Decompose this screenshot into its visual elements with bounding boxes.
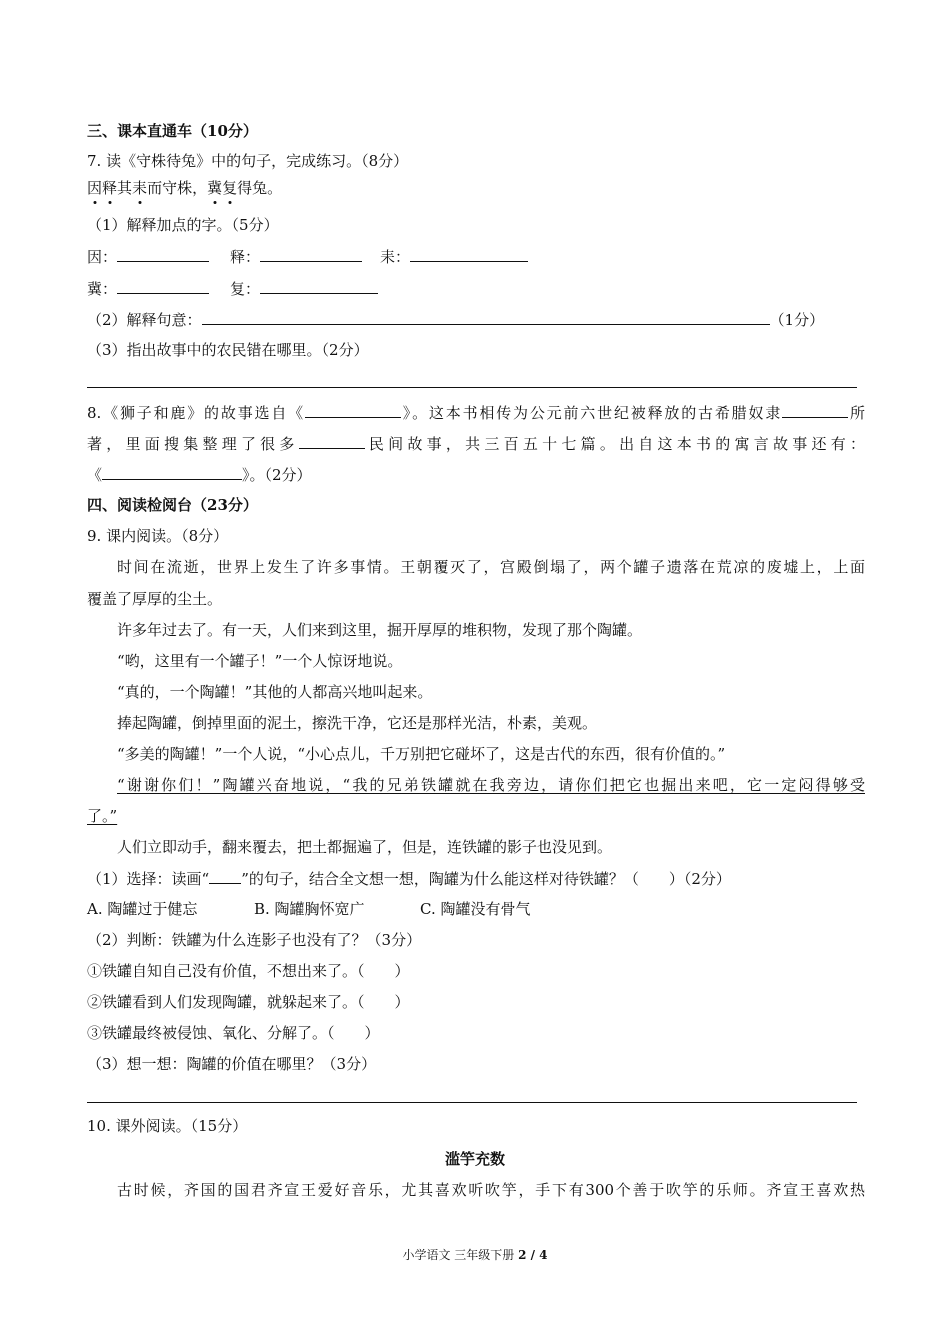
q9-para1-line1: 时间在流逝，世界上发生了许多事情。王朝覆灭了，宫殿倒塌了，两个罐子遗落在荒凉的废墟上，上面 [117,558,865,576]
q9-option-b[interactable]: B. 陶罐胸怀宽广 [254,900,365,918]
page-number: 2 / 4 [518,1248,548,1262]
q7-stem: 7. 读《守株待兔》中的句子，完成练习。（8分） [87,152,409,170]
section3-title: 三、课本直通车（10分） [87,122,258,140]
q7-row-fu: 复： [230,278,378,299]
q10-stem: 10. 课外阅读。（15分） [87,1117,248,1135]
q7-row-ji: 冀： [87,278,209,299]
section4-title: 四、阅读检阅台（23分） [87,496,258,514]
answer-line-q7-3[interactable] [87,387,857,388]
answer-blank-shi[interactable] [260,246,362,262]
q9-judge-2[interactable]: ②铁罐看到人们发现陶罐，就躲起来了。（ ） [87,993,410,1011]
q9-para5: 捧起陶罐，倒掉里面的泥土，擦洗干净，它还是那样光洁，朴素，美观。 [117,714,598,732]
dotted-char-lei: 耒 [132,179,147,197]
q9-option-a[interactable]: A. 陶罐过于健忘 [87,900,198,918]
q7-row-yin: 因： [87,246,209,267]
dotted-char-fu: 复 [222,179,237,197]
q9-part1: （1）选择：读画“ ”的句子，结合全文想一想，陶罐为什么能这样对待铁罐？（ ）（2分） [87,870,731,888]
q7-sentence: 因 释 其耒 而守株，冀 复 得兔。 [87,178,282,198]
page-footer: 小学语文 三年级下册 2 / 4 [402,1248,548,1262]
q9-part3: （3）想一想：陶罐的价值在哪里？（3分） [87,1055,377,1073]
q7-part1: （1）解释加点的字。（5分） [87,216,279,234]
q9-para1-line2: 覆盖了厚厚的尘土。 [87,590,223,608]
q9-judge-3[interactable]: ③铁罐最终被侵蚀、氧化、分解了。（ ） [87,1024,380,1042]
dotted-char-shi: 释 [102,179,117,197]
dotted-char-yin: 因 [87,179,102,197]
q7-part2: （2）解释句意： （1分） [87,311,825,329]
q9-judge-1[interactable]: ①铁罐自知自己没有价值，不想出来了。（ ） [87,962,410,980]
q9-para4: “真的，一个陶罐！”其他的人都高兴地叫起来。 [117,683,433,701]
answer-blank-count[interactable] [299,433,365,449]
q9-para3: “哟，这里有一个罐子！”一个人惊讶地说。 [117,652,403,670]
answer-blank-author[interactable] [782,402,848,418]
answer-line-q9-3[interactable] [87,1102,857,1103]
q7-part3: （3）指出故事中的农民错在哪里。（2分） [87,341,369,359]
answer-blank-book[interactable] [305,402,401,418]
q10-passage-title: 滥竽充数 [444,1150,505,1168]
answer-blank-yin[interactable] [117,246,209,262]
dotted-char-ji: 冀 [207,179,222,197]
q9-para7-underlined-line1: “谢谢你们！”陶罐兴奋地说，“我的兄弟铁罐就在我旁边，请你们把它也掘出来吧，它一定闷得够受 [117,776,865,794]
answer-blank-fu[interactable] [260,278,378,294]
q9-para2: 许多年过去了。有一天，人们来到这里，掘开厚厚的堆积物，发现了那个陶罐。 [117,621,643,639]
q7-row-shi: 释： [230,246,362,267]
q8-line3: 《 》。（2分） [87,466,312,484]
q9-stem: 9. 课内阅读。（8分） [87,527,229,545]
q9-option-c[interactable]: C. 陶罐没有骨气 [420,900,531,918]
underline-sample [209,868,241,884]
q10-para1: 古时候，齐国的国君齐宣王爱好音乐，尤其喜欢听吹竽，手下有300个善于吹竽的乐师。齐宣王喜欢热 [117,1181,865,1199]
q9-para7-underlined-line2: 了。” [87,807,118,825]
q8-line2: 著，里面搜集整理了很多 民间故事，共三百五十七篇。出自这本书的寓言故事还有： [87,435,865,453]
answer-blank-ji[interactable] [117,278,209,294]
q8-line1: 8.《狮子和鹿》的故事选自《 》。这本书相传为公元前六世纪被释放的古希腊奴隶 所 [87,404,865,422]
answer-blank-lei[interactable] [410,246,528,262]
q9-para6: “多美的陶罐！”一个人说，“小心点儿，千万别把它碰坏了，这是古代的东西，很有价值的。” [117,745,726,763]
q7-row-lei: 耒： [380,246,528,267]
answer-blank-meaning[interactable] [202,309,770,325]
q9-part2: （2）判断：铁罐为什么连影子也没有了？（3分） [87,931,422,949]
answer-blank-fable[interactable] [102,464,242,480]
q9-para8: 人们立即动手，翻来覆去，把土都掘遍了，但是，连铁罐的影子也没见到。 [117,838,613,856]
